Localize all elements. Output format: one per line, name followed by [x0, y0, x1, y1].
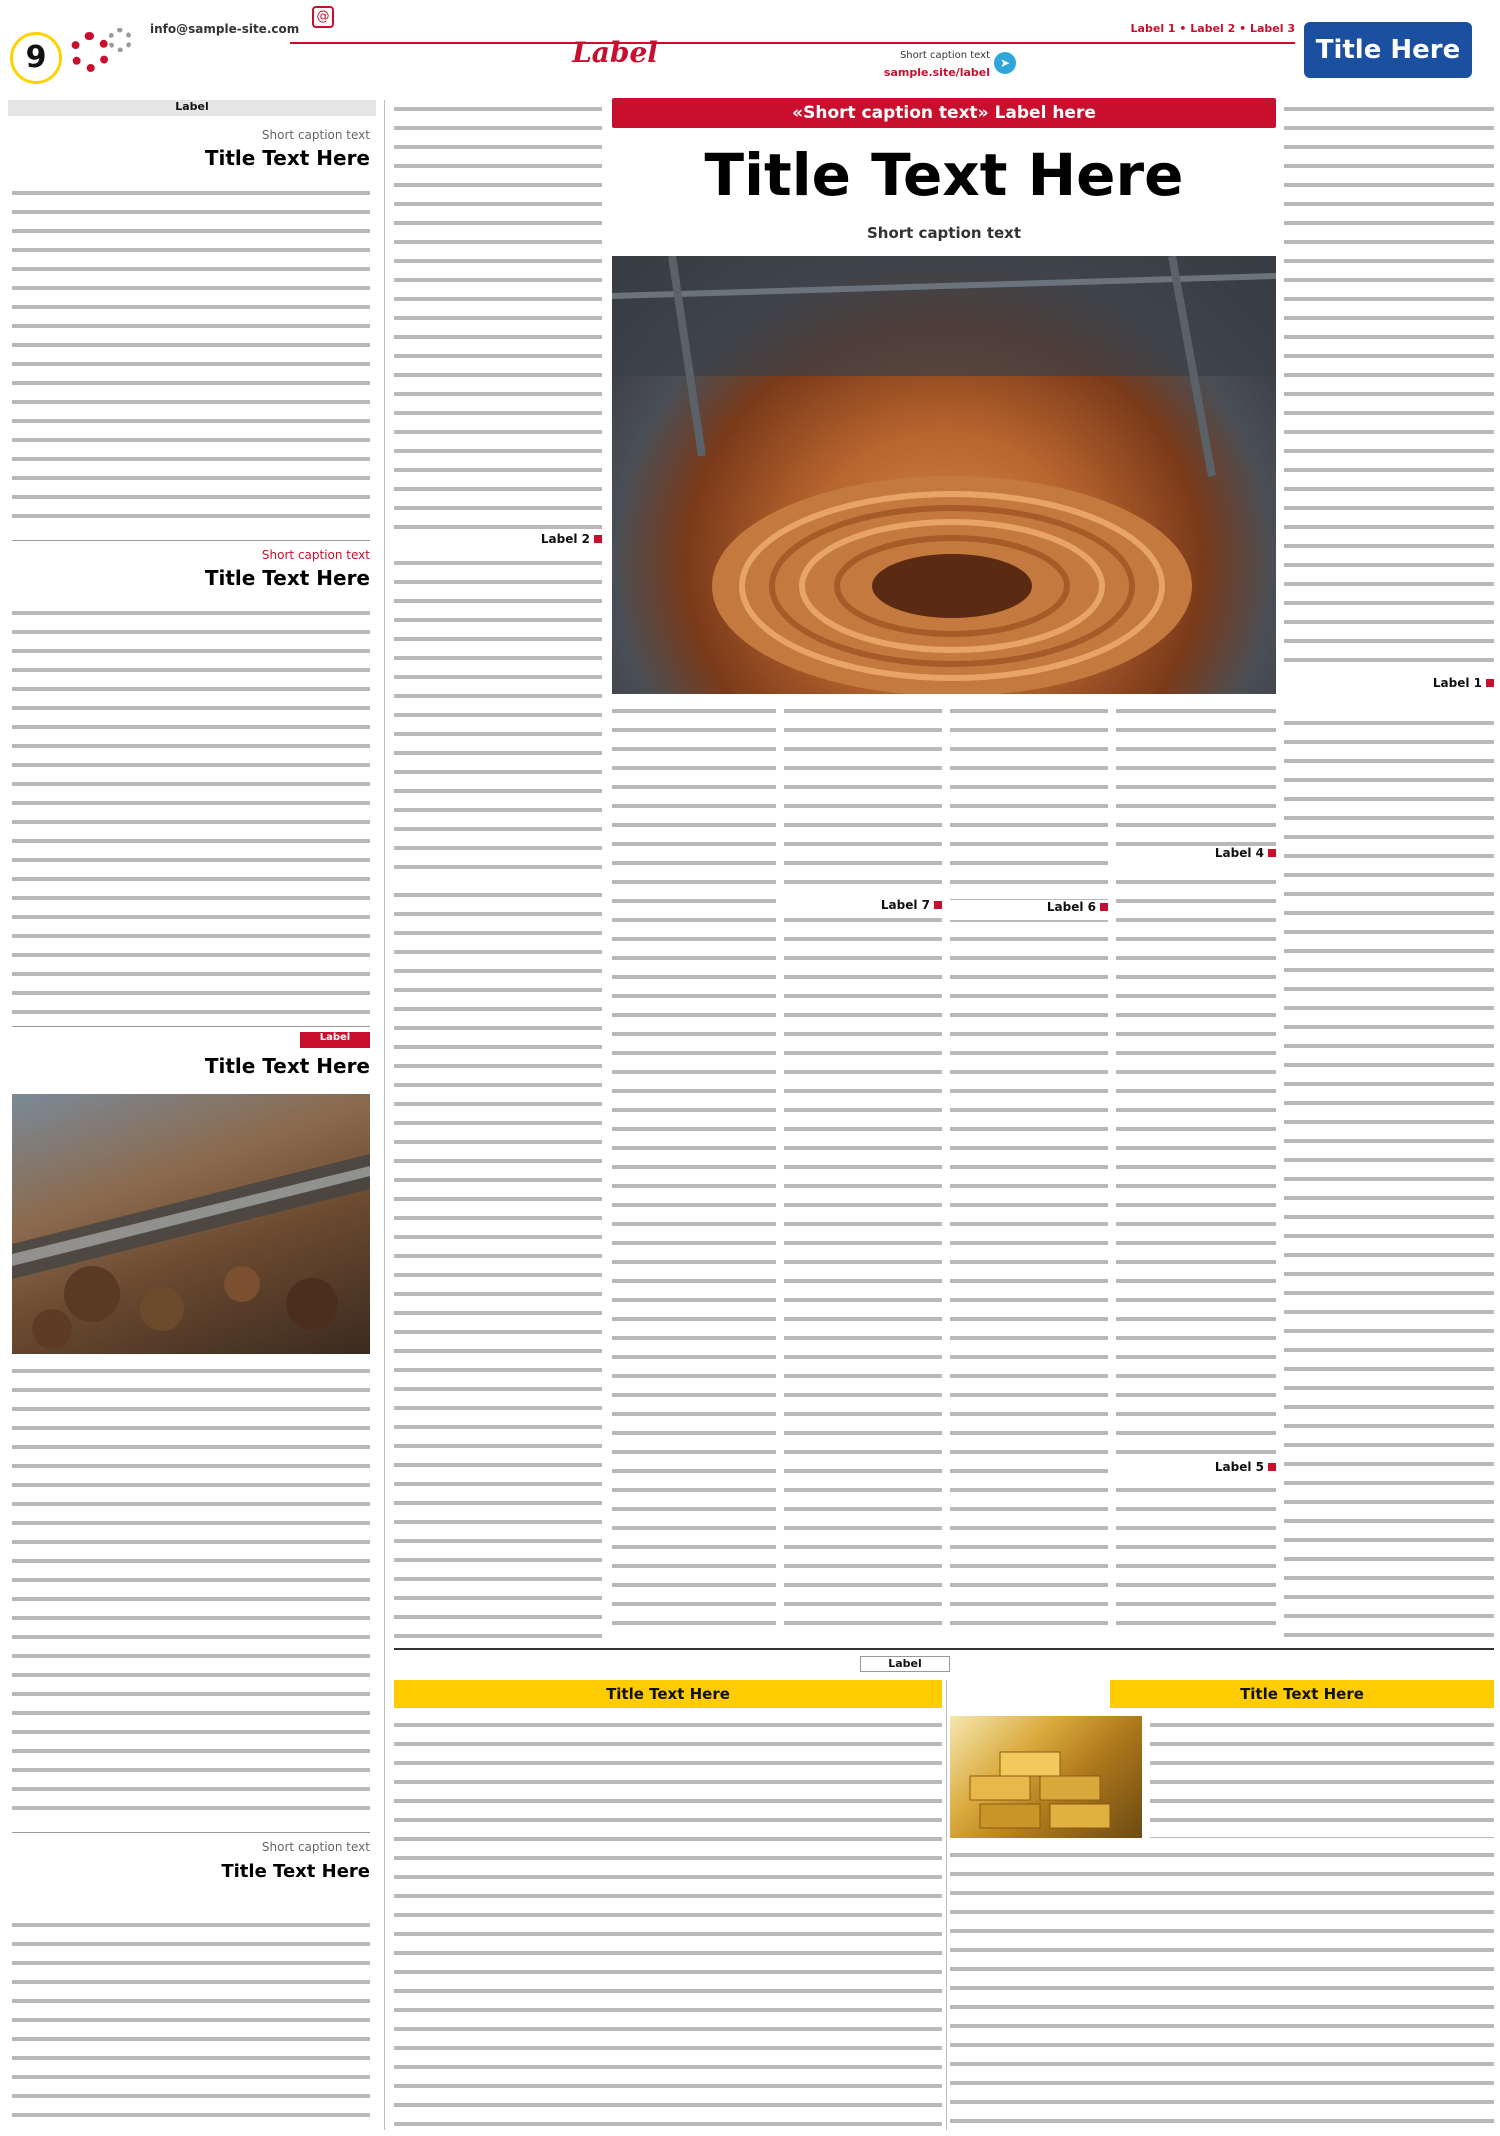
- sidebar-divider-1: [12, 540, 370, 541]
- story2-body: [12, 604, 370, 1020]
- lead-kicker: «Short caption text» Label here: [612, 98, 1276, 128]
- story3-title: Title Text Here: [204, 1054, 370, 1078]
- story4-body: [12, 1916, 370, 2126]
- email-icon: @: [312, 6, 334, 28]
- lead-subhead-4: Label 4: [1116, 846, 1276, 866]
- lead-col-4: [612, 702, 776, 1640]
- copper-wire-photo: [612, 256, 1276, 694]
- section-name: Label: [572, 36, 658, 69]
- story4-title: Title Text Here: [221, 1861, 370, 1882]
- lead-col-2: [950, 702, 1108, 1640]
- telegram-icon[interactable]: ➤: [994, 52, 1016, 74]
- world-right-body-b: [950, 1846, 1494, 2128]
- telegram-link[interactable]: sample.site/label: [883, 66, 990, 79]
- world-left-title: Title Text Here: [394, 1680, 942, 1708]
- story3-body: [12, 1362, 370, 1824]
- world-section-rule: [394, 1648, 1494, 1650]
- world-right-body-a: [1150, 1716, 1494, 1838]
- story2-kicker: Short caption text: [261, 548, 370, 562]
- conveyor-photo: [12, 1094, 370, 1354]
- lead-subhead-7: Label 7: [784, 898, 942, 918]
- email-link[interactable]: info@sample-site.com: [150, 22, 300, 36]
- masthead: [0, 0, 1500, 92]
- gear-icon: [70, 32, 110, 72]
- lead-col-right-bottom: [1284, 714, 1494, 1640]
- intl-label: Label: [300, 1032, 370, 1048]
- story1-title: Title Text Here: [204, 146, 370, 170]
- telegram-caption: Short caption text: [899, 50, 990, 61]
- world-column-rule: [946, 1680, 947, 2130]
- page-number: 9: [10, 32, 62, 84]
- lead-col-3: [784, 702, 942, 1640]
- story1-body: [12, 184, 370, 530]
- news-label: Label: [8, 100, 376, 116]
- gear-icon-small: [108, 28, 132, 52]
- lead-subhead-1: Label 1: [1284, 674, 1494, 710]
- copper-coil-illustration: [612, 256, 1276, 694]
- story1-kicker: Short caption text: [261, 128, 370, 142]
- issue-info: Label 1 • Label 2 • Label 3: [1130, 22, 1295, 35]
- newspaper-logo[interactable]: Title Here: [1304, 22, 1472, 78]
- center-subhead-2: Label 2: [394, 532, 602, 552]
- lead-subhead-6: Label 6: [950, 900, 1108, 920]
- center-col-a-top: [394, 100, 602, 530]
- column-rule: [384, 100, 385, 2130]
- center-col-a-bottom: [394, 886, 602, 1640]
- sidebar-divider-3: [12, 1832, 370, 1833]
- world-left-body: [394, 1716, 942, 2128]
- lead-subheadline: Short caption text: [866, 224, 1022, 242]
- sidebar-divider-2: [12, 1026, 370, 1027]
- lead-headline: Title Text Here: [704, 141, 1184, 209]
- conveyor-illustration: [12, 1094, 370, 1354]
- center-col-a-mid: [394, 554, 602, 878]
- lead-col-right-top: [1284, 100, 1494, 672]
- gold-bars-illustration: [950, 1716, 1142, 1838]
- lead-subhead-5: Label 5: [1116, 1460, 1276, 1480]
- story4-kicker: Short caption text: [261, 1840, 370, 1854]
- lead-col-1: [1116, 702, 1276, 1640]
- world-right-title: Title Text Here: [1110, 1680, 1494, 1708]
- story2-title: Title Text Here: [204, 566, 370, 590]
- gold-bars-photo: [950, 1716, 1142, 1838]
- masthead-rule: [290, 42, 1295, 44]
- world-section-label: Label: [860, 1656, 950, 1672]
